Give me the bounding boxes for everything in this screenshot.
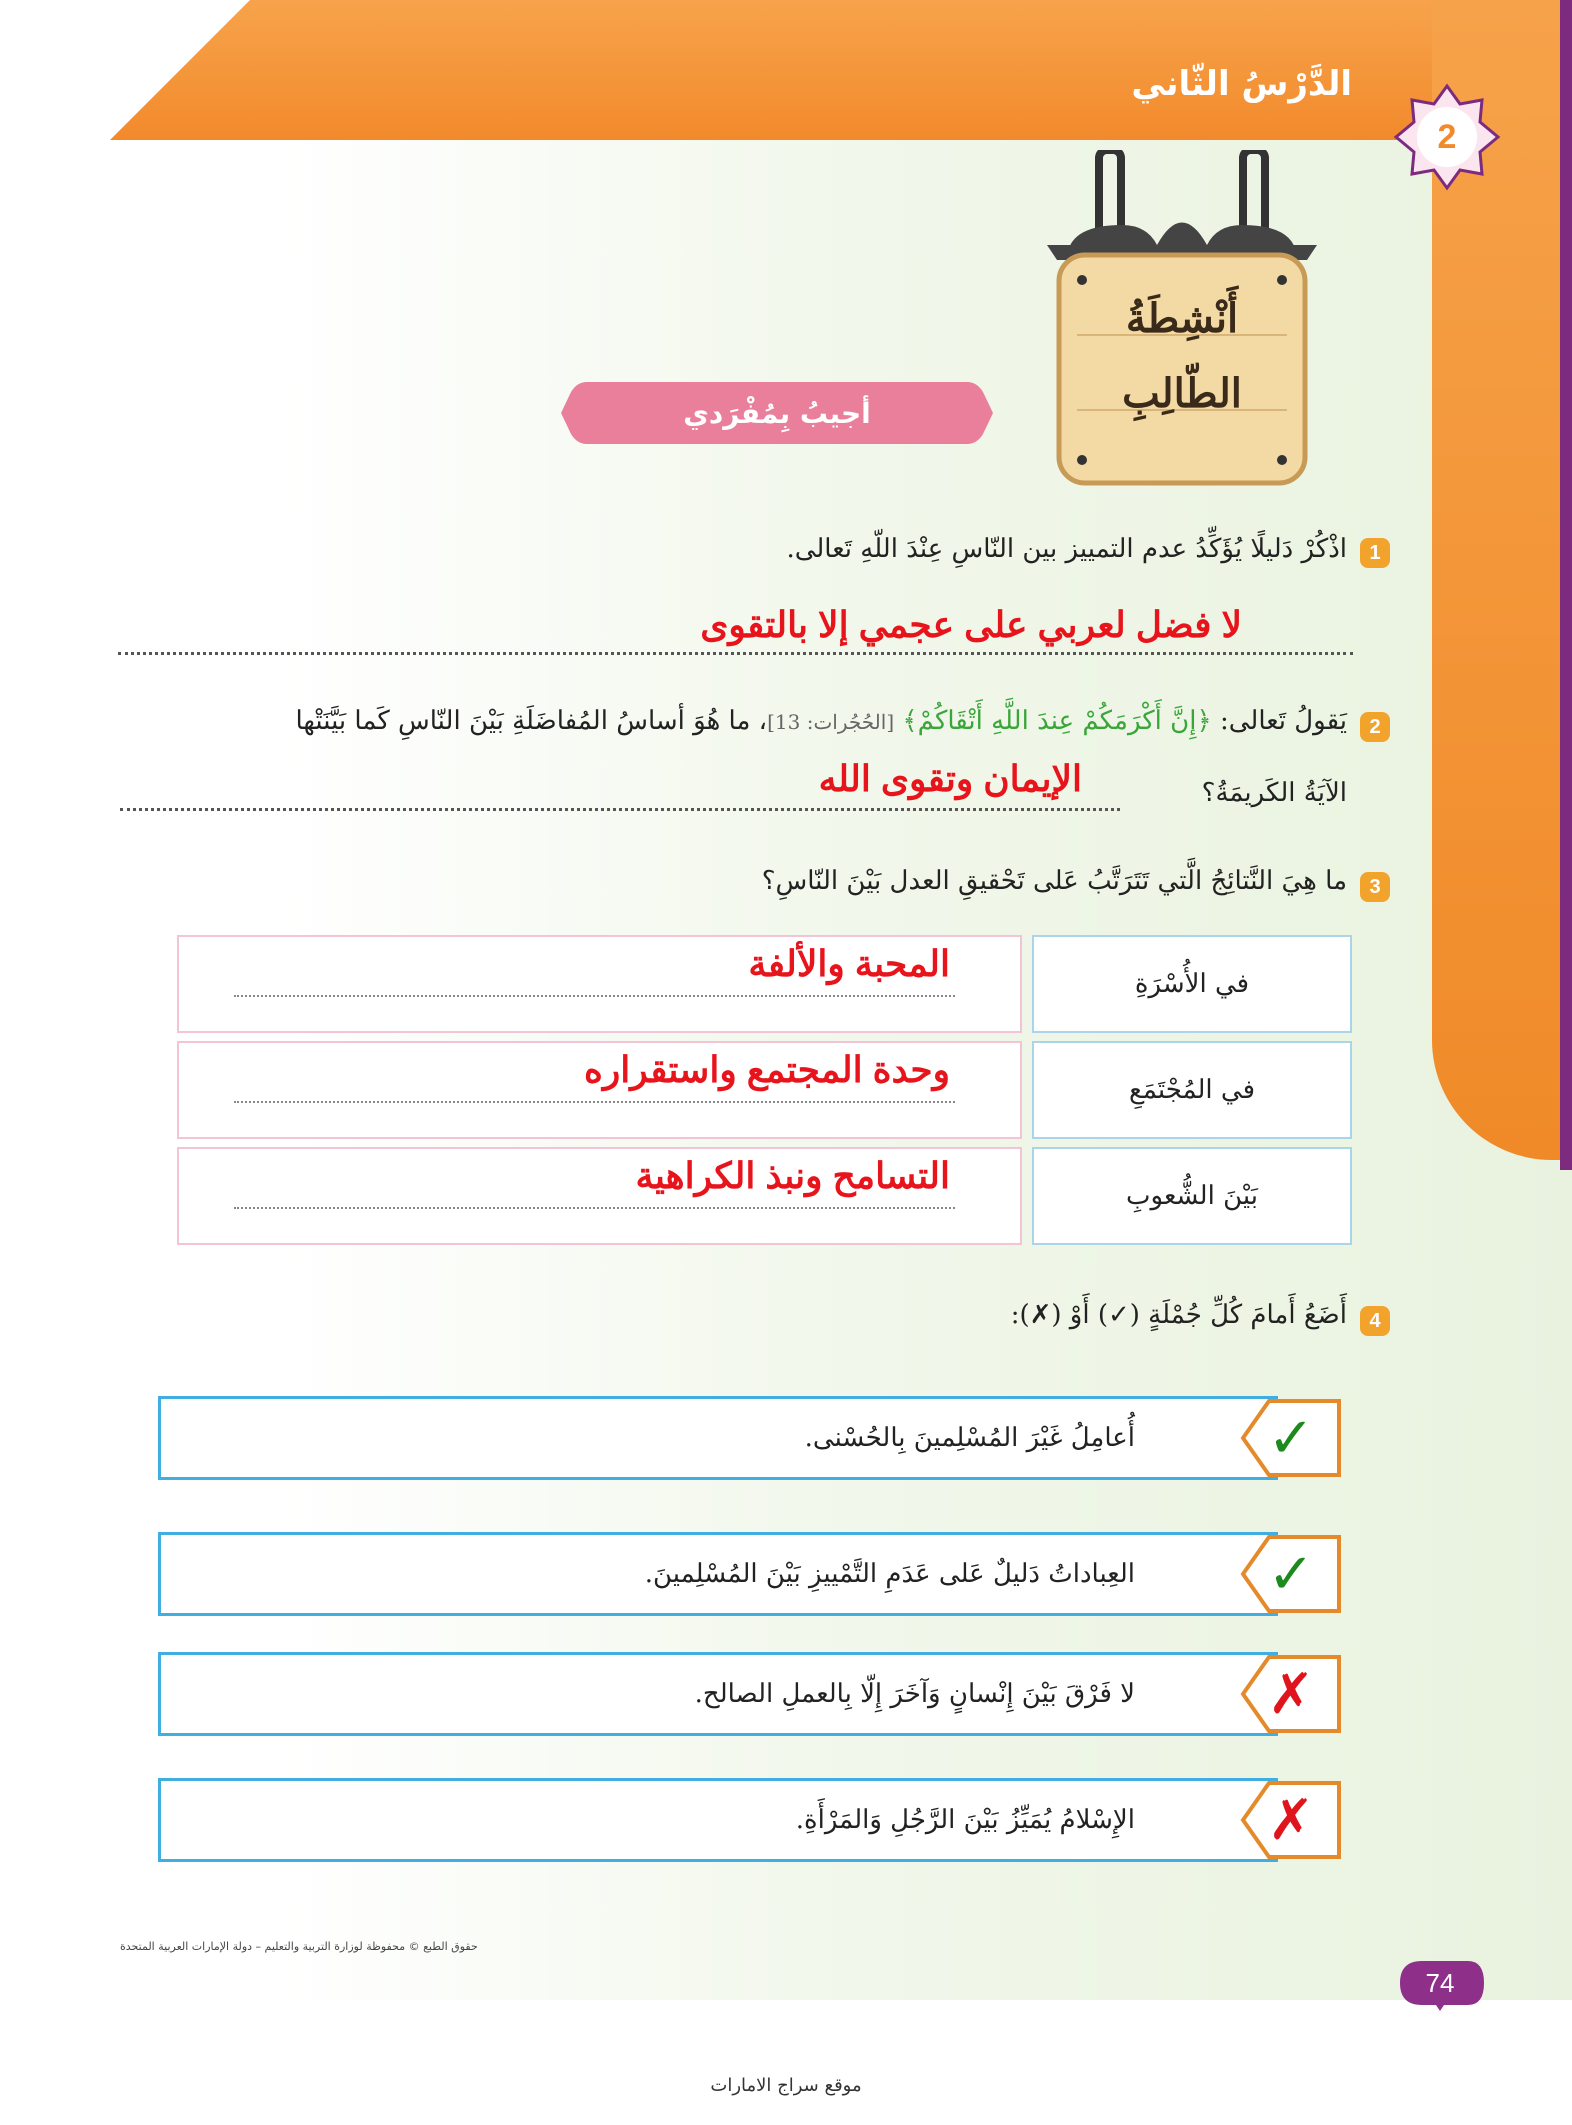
statement-box <box>158 1532 1278 1616</box>
statement-box <box>158 1396 1278 1480</box>
statement-text: العِباداتُ دَليلٌ عَلى عَدَمِ التَّمْييزِ بَيْنَ المُسْلِمينَ. <box>644 1559 1135 1589</box>
answer-cell[interactable] <box>177 935 1022 1033</box>
ribbon-label: أجيبُ بِمُفْرَدي <box>683 396 871 430</box>
question-1-answer: لا فضل لعربي على عجمي إلا بالتقوى <box>700 604 1242 645</box>
question-2-suffix: ، ما هُوَ أساسُ المُفاضَلَةِ بَيْنَ النّاسِ كَما بَيَّنَتْها <box>295 706 768 736</box>
sign-line-2: الطّالِبِ <box>1122 370 1242 417</box>
cross-icon: ✗ <box>1267 1787 1315 1853</box>
lesson-number: 2 <box>1437 117 1457 156</box>
statement-text: أُعامِلُ غَيْرَ المُسْلِمينَ بِالحُسْنى. <box>804 1423 1135 1453</box>
lesson-number-badge <box>1392 82 1502 192</box>
check-icon: ✓ <box>1267 1405 1315 1471</box>
statement-box <box>158 1652 1278 1736</box>
question-2-quote: ﴿إِنَّ أَكْرَمَكُمْ عِندَ اللَّهِ أَتْقَاكُمْ﴾ <box>902 706 1212 736</box>
question-3-text: ما هِيَ النَّتائِجُ الَّتي تَتَرَتَّبُ عَلى تَحْقيقِ العدل بَيْنَ النّاسِ؟ <box>761 866 1347 896</box>
question-4-text: أَضَعُ أَمامَ كُلِّ جُمْلَةٍ (✓) أَوْ (✗): <box>1010 1300 1347 1330</box>
table-row <box>168 1041 1352 1139</box>
answer-mark[interactable] <box>1235 1777 1347 1863</box>
copyright-note: حقوق الطبع © محفوظة لوزارة التربية والتعليم – دولة الإمارات العربية المتحدة <box>120 1940 478 1953</box>
question-2-number: 2 <box>1360 712 1390 742</box>
row-answer: المحبة والألفة <box>748 943 950 984</box>
row-label: بَيْنَ الشُّعوبِ <box>1032 1147 1352 1245</box>
check-icon: ✓ <box>1267 1541 1315 1607</box>
answer-cell-line <box>234 1207 955 1209</box>
individual-answer-ribbon <box>557 378 997 448</box>
question-1-number: 1 <box>1360 538 1390 568</box>
site-footer: موقع سراج الامارات <box>710 2075 862 2096</box>
question-2-reference: [الحُجُرات: 13] <box>767 710 895 734</box>
answer-mark[interactable] <box>1235 1651 1347 1737</box>
question-1-text: اذْكُرْ دَليلًا يُؤَكِّدُ عدم التمييز بين النّاسِ عِنْدَ اللّهِ تَعالى. <box>786 534 1347 564</box>
answer-cell[interactable] <box>177 1041 1022 1139</box>
side-strip-edge <box>1560 0 1572 1170</box>
cross-icon: ✗ <box>1267 1661 1315 1727</box>
table-row <box>168 1147 1352 1245</box>
statement-text: لا فَرْقَ بَيْنَ إِنْسانٍ وَآخَرَ إِلّا بِالعملِ الصالح. <box>694 1679 1135 1709</box>
row-label: في الأُسْرَةِ <box>1032 935 1352 1033</box>
table-row <box>168 935 1352 1033</box>
row-answer: التسامح ونبذ الكراهية <box>635 1155 950 1196</box>
question-2-answer-line <box>120 808 1120 811</box>
answer-cell-line <box>234 995 955 997</box>
student-activities-sign <box>1037 150 1327 490</box>
answer-cell[interactable] <box>177 1147 1022 1245</box>
question-2-line-2: الآيَةُ الكَريمَةُ؟ <box>1201 778 1347 808</box>
page-number: 74 <box>1425 1967 1455 1998</box>
question-2-text <box>295 706 1347 736</box>
statement-box <box>158 1778 1278 1862</box>
answer-cell-line <box>234 1101 955 1103</box>
lesson-title: الدَّرْسُ الثّاني <box>1131 64 1352 104</box>
row-label: في المُجْتَمَعِ <box>1032 1041 1352 1139</box>
page-number-badge <box>1390 1955 1490 2011</box>
question-3-number: 3 <box>1360 872 1390 902</box>
question-2-prefix: يَقولُ تَعالى: <box>1219 706 1347 736</box>
statement-text: الإِسْلامُ يُمَيِّزُ بَيْنَ الرَّجُلِ وَالمَرْأَةِ. <box>795 1805 1135 1835</box>
answer-mark[interactable] <box>1235 1531 1347 1617</box>
sign-line-1: أَنْشِطَةُ <box>1125 295 1239 342</box>
question-4-number: 4 <box>1360 1306 1390 1336</box>
row-answer: وحدة المجتمع واستقراره <box>584 1049 950 1090</box>
question-2-answer: الإيمان وتقوى الله <box>818 758 1082 799</box>
answer-mark[interactable] <box>1235 1395 1347 1481</box>
question-1-answer-line <box>118 652 1353 655</box>
